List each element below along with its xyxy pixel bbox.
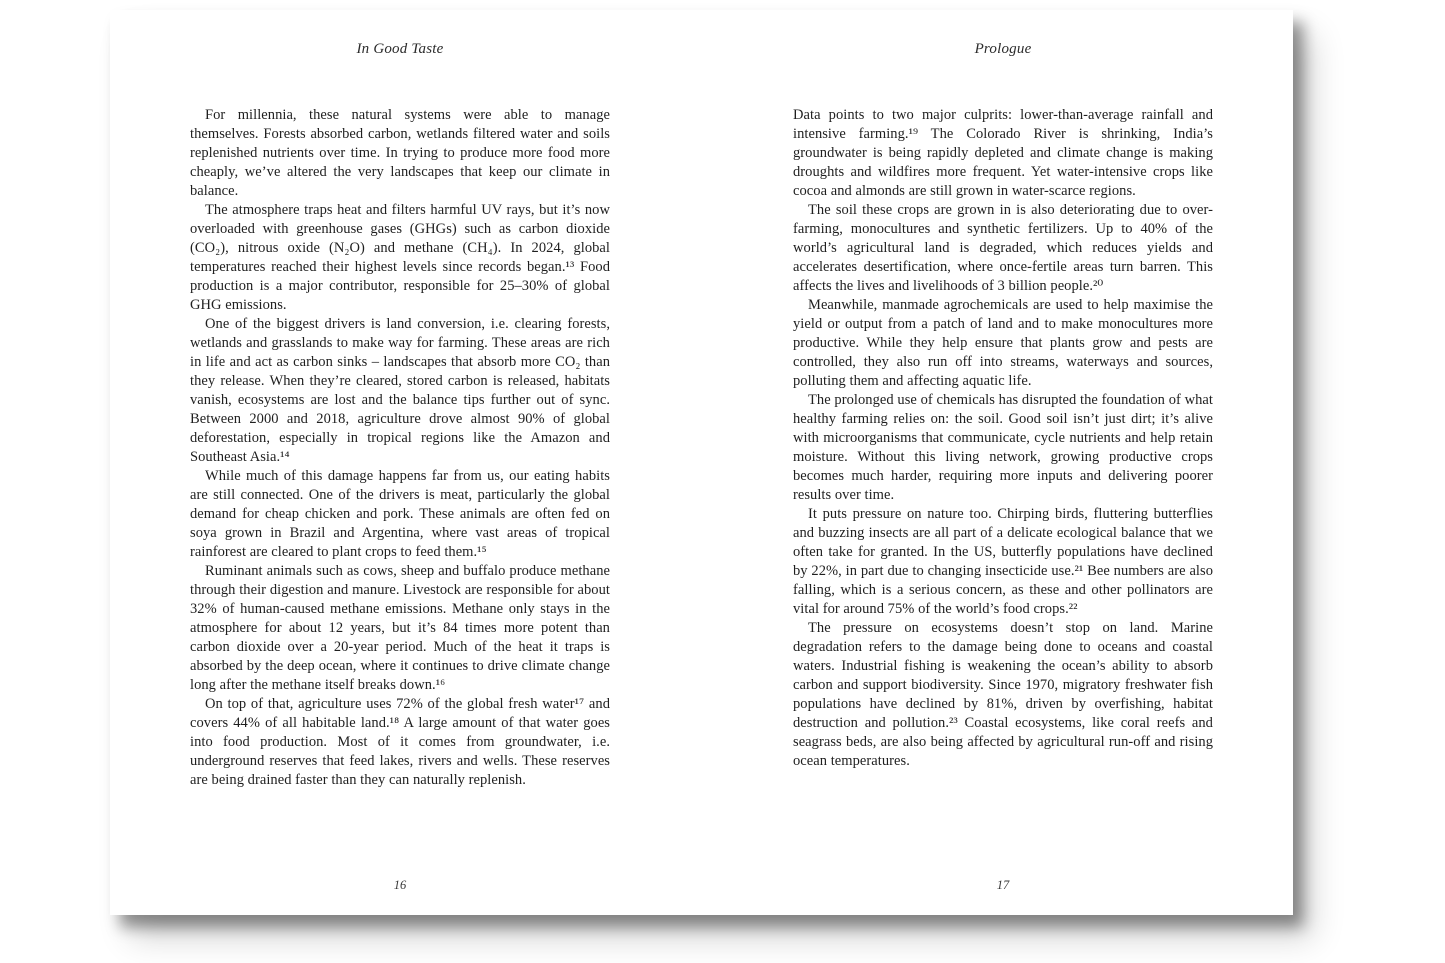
right-page-body	[793, 106, 1213, 771]
right-page	[701, 10, 1293, 915]
body-paragraph: For millennia, these natural systems were able to manage themselves. Forests absorbed carbon, wetlands filtered water and soils replenished nutrients over time. In trying to produce more food more cheaply, we’ve altered the very landscapes that keep our climate in balance.	[190, 107, 610, 199]
running-header-left: In Good Taste	[356, 41, 444, 57]
body-paragraph: While much of this damage happens far from us, our eating habits are still connected. One of the drivers is meat, particularly the global demand for cheap chicken and pork. These animals are often fed on soya grown in Brazil and Argentina, where vast areas of tropical rainforest are cleared to plant crops to feed them.¹⁵	[190, 468, 610, 560]
body-paragraph: Ruminant animals such as cows, sheep and buffalo produce methane through their digestion and manure. Livestock are responsible for about 32% of human-caused methane emissions. Methane only stays in the atmosphere for about 12 years, but it’s 84 times more potent than carbon dioxide over a 20-year period. Much of the heat it traps is absorbed by the deep ocean, where it continues to drive climate change long after the methane itself breaks down.¹⁶	[190, 563, 610, 693]
body-paragraph: The atmosphere traps heat and filters harmful UV rays, but it’s now overloaded with greenhouse gases (GHGs) such as carbon dioxide (CO₂), nitrous oxide (N₂O) and methane (CH₄). In 2024, global temperatures reached their highest levels since records began.¹³ Food production is a major contributor, responsible for 25–30% of global GHG emissions.	[190, 202, 610, 313]
left-page-body	[190, 106, 610, 790]
page-number-left: 16	[393, 878, 407, 892]
running-header-right: Prologue	[974, 41, 1032, 57]
left-page	[110, 10, 701, 915]
body-paragraph: The pressure on ecosystems doesn’t stop on land. Marine degradation refers to the damage being done to oceans and coastal waters. Industrial fishing is weakening the ocean’s ability to absorb carbon and support biodiversity. Since 1970, migratory freshwater fish populations have declined by 81%, driven by overfishing, habitat destruction and pollution.²³ Coastal ecosystems, like coral reefs and seagrass beds, are also being affected by agricultural run-off and rising ocean temperatures.	[793, 620, 1213, 769]
body-paragraph: Meanwhile, manmade agrochemicals are used to help maximise the yield or output from a patch of land and to make monocultures more productive. While they help ensure that plants grow and pests are controlled, they also run off into streams, waterways and sources, polluting them and affecting aquatic life.	[793, 297, 1213, 389]
body-paragraph: It puts pressure on nature too. Chirping birds, fluttering butterflies and buzzing insects are all part of a delicate ecological balance that we often take for granted. In the US, butterfly populations have declined by 22%, in part due to changing insecticide use.²¹ Bee numbers are also falling, which is a serious concern, as these and other pollinators are vital for around 75% of the world’s food crops.²²	[793, 506, 1213, 617]
body-paragraph: Data points to two major culprits: lower-than-average rainfall and intensive farming.¹⁹ The Colorado River is shrinking, India’s groundwater is being rapidly depleted and climate change is making droughts and wildfires more frequent. Yet water-intensive crops like cocoa and almonds are still grown in water-scarce regions.	[793, 107, 1213, 199]
body-paragraph: The soil these crops are grown in is also deteriorating due to over-farming, monocultures and synthetic fertilizers. Up to 40% of the world’s agricultural land is degraded, which reduces yields and accelerates desertification, where once-fertile areas turn barren. This affects the lives and livelihoods of 3 billion people.²⁰	[793, 202, 1213, 294]
body-paragraph: One of the biggest drivers is land conversion, i.e. clearing forests, wetlands and grasslands to make way for farming. These areas are rich in life and act as carbon sinks – landscapes that absorb more CO₂ than they release. When they’re cleared, stored carbon is released, habitats vanish, ecosystems are lost and the balance tips further out of sync. Between 2000 and 2018, agriculture drove almost 90% of global deforestation, especially in tropical regions like the Amazon and Southeast Asia.¹⁴	[190, 316, 610, 465]
body-paragraph: The prolonged use of chemicals has disrupted the foundation of what healthy farming relies on: the soil. Good soil isn’t just dirt; it’s alive with microorganisms that communicate, cycle nutrients and help retain moisture. Without this living network, growing productive crops becomes much harder, requiring more inputs and delivering poorer results over time.	[793, 392, 1213, 503]
page-number-right: 17	[996, 878, 1010, 892]
book-spread	[110, 10, 1293, 915]
body-paragraph: On top of that, agriculture uses 72% of the global fresh water¹⁷ and covers 44% of all habitable land.¹⁸ A large amount of that water goes into food production. Most of it comes from groundwater, i.e. underground reserves that feed lakes, rivers and wells. These reserves are being drained faster than they can naturally replenish.	[190, 696, 610, 788]
